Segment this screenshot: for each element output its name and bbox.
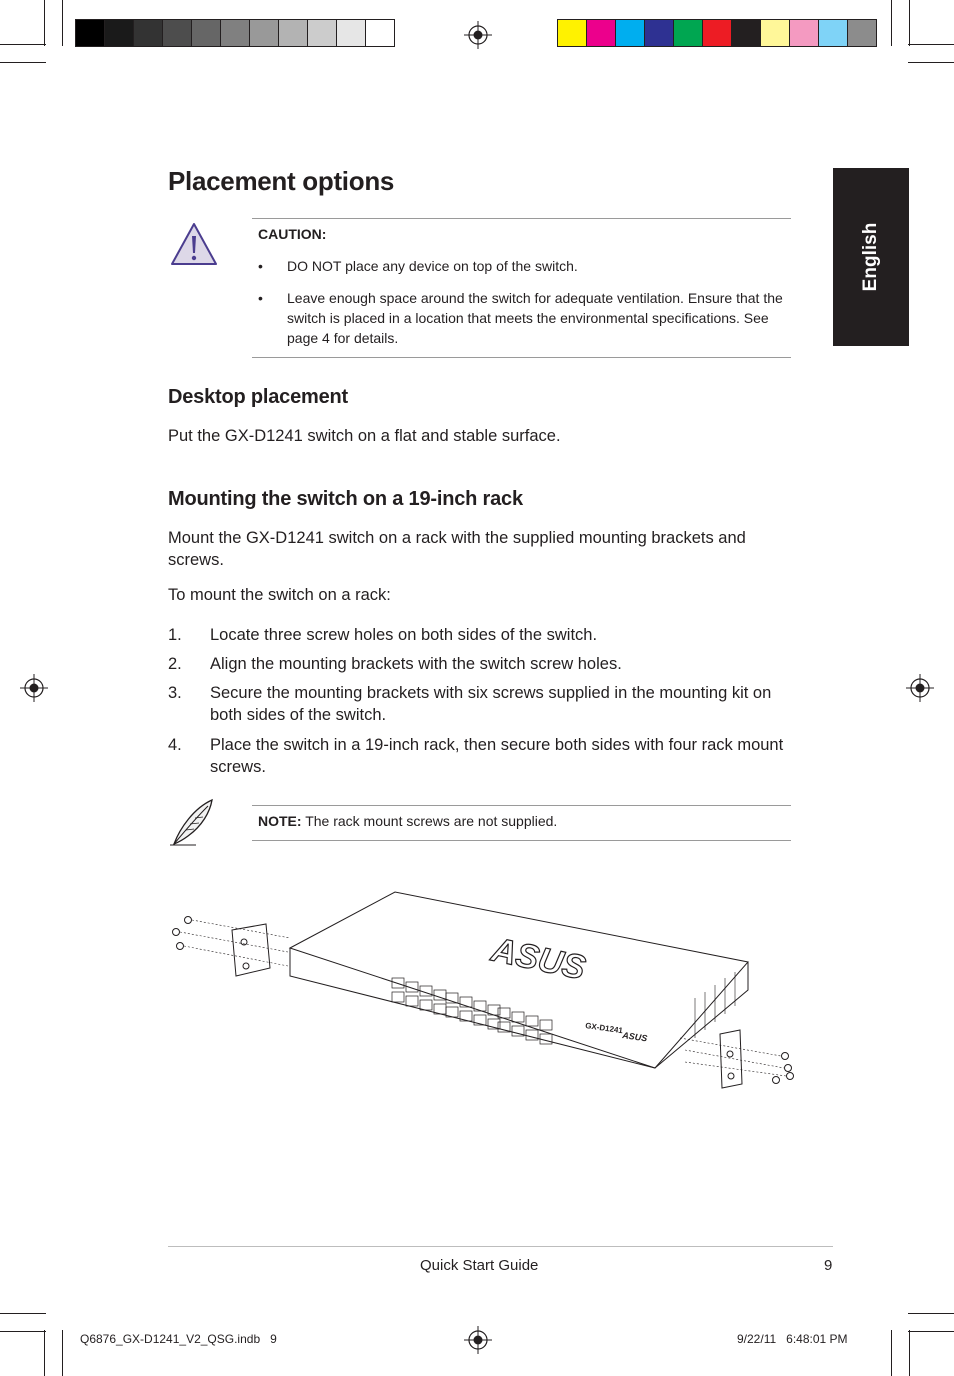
page-number: 9 [824,1257,833,1274]
desktop-heading: Desktop placement [168,386,348,408]
caution-bullet: • [258,258,263,274]
color-swatch [75,19,105,47]
step-text: Place the switch in a 19-inch rack, then secure both sides with four rack mount screws. [210,736,784,776]
registration-mark-icon [464,1326,492,1354]
registration-mark-icon [906,674,934,702]
color-swatch [731,19,761,47]
step-number: 1. [168,626,182,644]
note-text [258,811,557,831]
caution-bottom-rule [252,357,791,358]
slug-date: 9/22/11 6:48:01 PM [737,1332,848,1346]
panel-logo-text: ASUS [621,1030,648,1044]
color-swatch [191,19,221,47]
color-swatch [557,19,587,47]
caution-bullet: • [258,290,263,306]
registration-mark-icon [464,21,492,49]
front-logo-text: ASUS [488,930,589,988]
desktop-text: Put the GX-D1241 switch on a flat and stable surface. [168,427,561,445]
language-tab [833,168,909,346]
color-swatch [673,19,703,47]
color-swatch [760,19,790,47]
color-swatch [133,19,163,47]
caution-top-rule [252,218,791,219]
color-swatch [702,19,732,47]
note-body: The rack mount screws are not supplied. [301,813,558,829]
color-swatch [644,19,674,47]
color-swatch [847,19,877,47]
rack-mount-illustration [160,878,810,1098]
slug-file: Q6876_GX-D1241_V2_QSG.indb 9 [80,1332,277,1346]
color-swatch [220,19,250,47]
registration-mark-icon [20,674,48,702]
step-text: Locate three screw holes on both sides of the switch. [210,626,598,644]
footer-guide-title: Quick Start Guide [420,1257,539,1274]
color-swatch [789,19,819,47]
color-swatch [818,19,848,47]
caution-triangle-icon [168,220,220,268]
caution-heading: CAUTION: [258,226,327,242]
color-swatch [615,19,645,47]
model-label: GX-D1241 [584,1021,624,1036]
caution-item-1: DO NOT place any device on top of the switch. [287,258,578,274]
step-text: Align the mounting brackets with the switch screw holes. [210,655,622,673]
color-swatch [365,19,395,47]
rack-lead: To mount the switch on a rack: [168,586,391,604]
color-swatch [307,19,337,47]
color-swatch [162,19,192,47]
note-top-rule [252,805,791,806]
color-swatch [336,19,366,47]
feather-pen-icon [166,798,218,848]
step-number: 4. [168,736,182,754]
note-label: NOTE: [258,813,302,829]
note-bottom-rule [252,840,791,841]
language-tab-label: English [860,222,881,292]
color-swatch [278,19,308,47]
page-title: Placement options [168,166,395,196]
step-number: 3. [168,684,182,702]
color-swatch [249,19,279,47]
footer-rule [168,1246,833,1247]
step-text: Secure the mounting brackets with six screws supplied in the mounting kit on both sides of the switch. [210,684,772,724]
rack-intro: Mount the GX-D1241 switch on a rack with the supplied mounting brackets and screws. [168,529,746,569]
caution-item-2: Leave enough space around the switch for adequate ventilation. Ensure that the switch is placed in a location that meets the environmental specifications. See page 4 for details. [287,290,783,346]
rack-heading: Mounting the switch on a 19-inch rack [168,488,523,510]
color-swatch [586,19,616,47]
color-swatch [104,19,134,47]
step-number: 2. [168,655,182,673]
